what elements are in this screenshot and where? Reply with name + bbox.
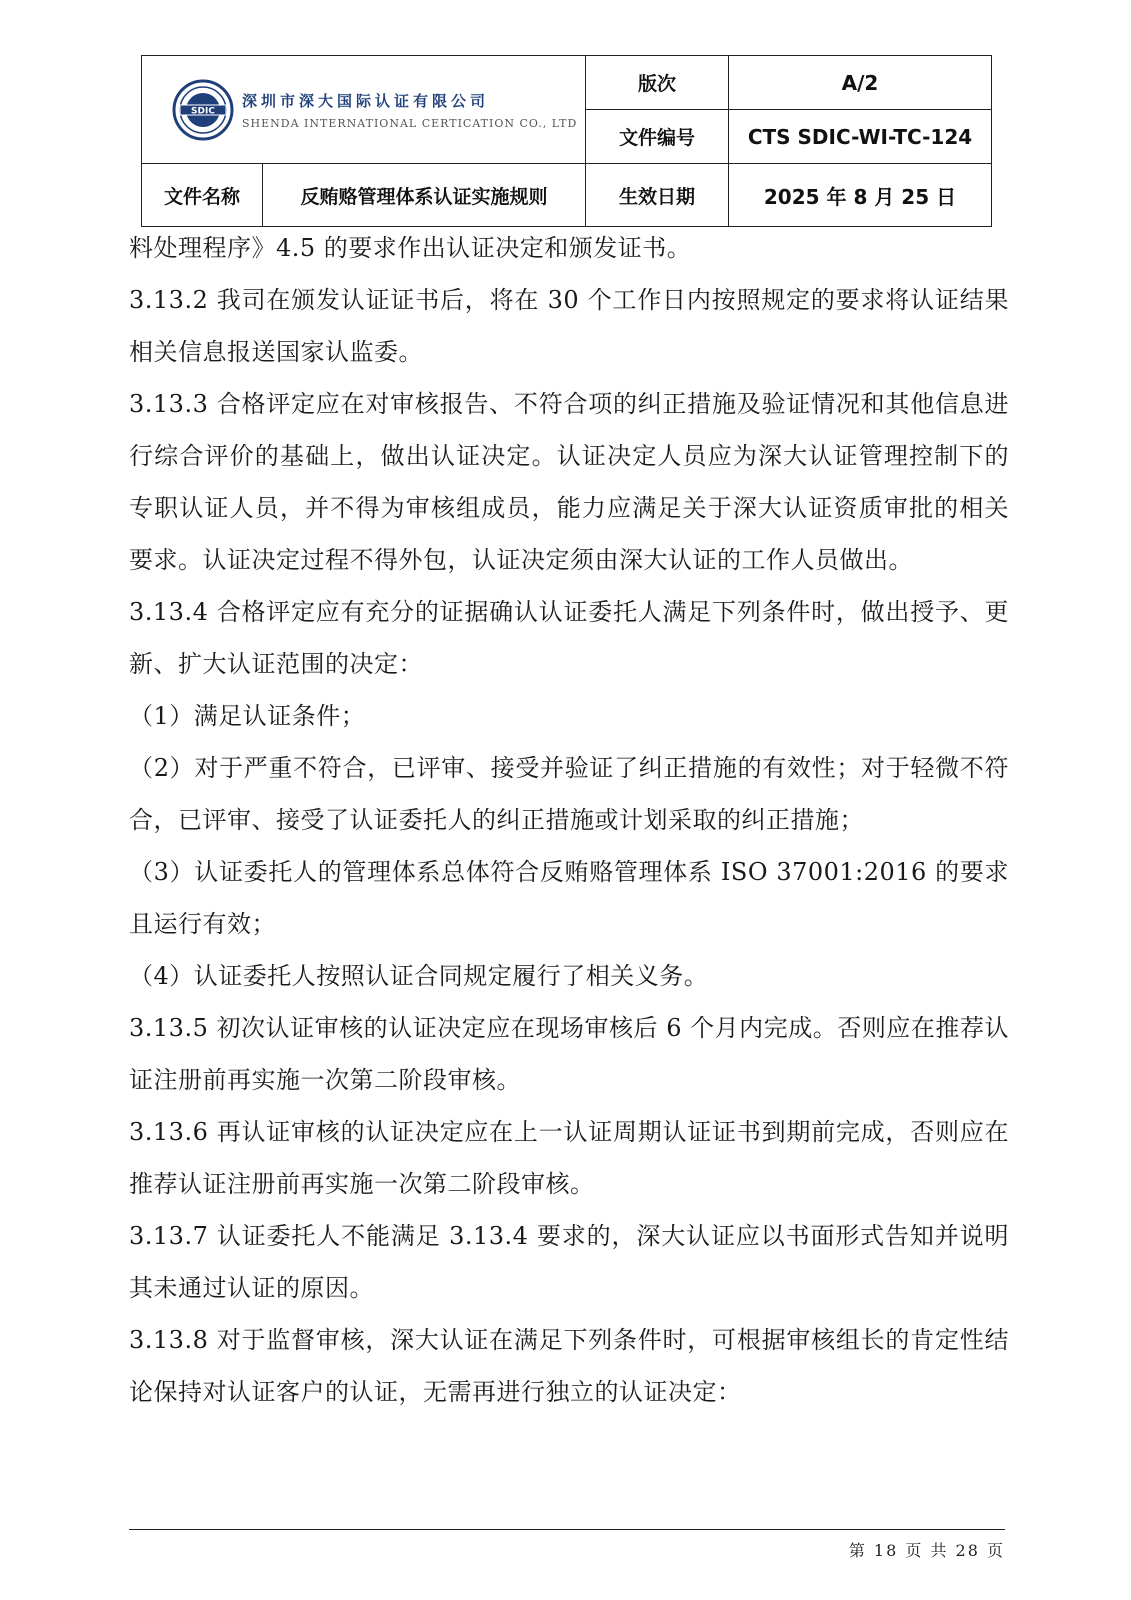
document-body [129,222,1009,1418]
effective-label: 生效日期 [618,185,695,208]
paragraph: 3.13.4 合格评定应有充分的证据确认认证委托人满足下列条件时，做出授予、更新、扩大认证范围的决定： [129,598,1009,678]
logo-text: SDIC [191,106,215,116]
doc-no-label-cell [586,110,729,164]
paragraph: 3.13.2 我司在颁发认证证书后，将在 30 个工作日内按照规定的要求将认证结果相关信息报送国家认监委。 [129,286,1009,366]
version-value-cell [729,56,991,110]
list-item: （4）认证委托人按照认证合同规定履行了相关义务。 [129,962,709,990]
doc-name-label: 文件名称 [163,185,240,208]
list-item: （1）满足认证条件； [129,702,366,730]
company-name-cn: 深圳市深大国际认证有限公司 [242,91,490,110]
doc-name-value-cell [263,164,586,226]
doc-no-value-cell [729,110,991,164]
list-item: （3）认证委托人的管理体系总体符合反贿赂管理体系 ISO 37001:2016 的要求且运行有效； [129,858,1009,938]
paragraph: 3.13.8 对于监督审核，深大认证在满足下列条件时，可根据审核组长的肯定性结论保持对认证客户的认证，无需再进行独立的认证决定： [129,1326,1009,1406]
list-item: （2）对于严重不符合，已评审、接受并验证了纠正措施的有效性；对于轻微不符合，已评审、接受了认证委托人的纠正措施或计划采取的纠正措施； [129,754,1009,834]
doc-name-value: 反贿赂管理体系认证实施规则 [300,185,548,208]
doc-no-label: 文件编号 [618,127,695,149]
paragraph: 3.13.6 再认证审核的认证决定应在上一认证周期认证证书到期前完成，否则应在推荐认证注册前再实施一次第二阶段审核。 [129,1118,1009,1198]
version-label-cell [586,56,729,110]
effective-label-cell [586,164,729,226]
company-name-en: SHENDA INTERNATIONAL CERTICATION CO., LTD [242,116,578,130]
effective-value: 2025 年 8 月 25 日 [763,184,957,209]
logo-cell [142,56,586,164]
sdic-seal-icon [172,79,234,141]
effective-value-cell [729,164,991,226]
page-number: 第 18 页 共 28 页 [848,1541,1005,1560]
doc-no-value: CTS SDIC-WI-TC-124 [747,124,973,149]
paragraph: 3.13.7 认证委托人不能满足 3.13.4 要求的，深大认证应以书面形式告知并说明其未通过认证的原因。 [129,1222,1009,1302]
version-value: A/2 [841,70,879,95]
company-logo [172,79,577,141]
header-table [141,55,992,227]
doc-name-label-cell [142,164,263,226]
paragraph: 3.13.5 初次认证审核的认证决定应在现场审核后 6 个月内完成。否则应在推荐认证注册前再实施一次第二阶段审核。 [129,1014,1009,1094]
paragraph: 料处理程序》4.5 的要求作出认证决定和颁发证书。 [129,234,692,262]
footer-divider [129,1529,1005,1530]
paragraph: 3.13.3 合格评定应在对审核报告、不符合项的纠正措施及验证情况和其他信息进行综合评价的基础上，做出认证决定。认证决定人员应为深大认证管理控制下的专职认证人员，并不得为审核组成员，能力应满足关于深大认证资质审批的相关要求。认证决定过程不得外包，认证决定须由深大认证的工作人员做出。 [129,390,1009,574]
version-label: 版次 [637,73,676,95]
